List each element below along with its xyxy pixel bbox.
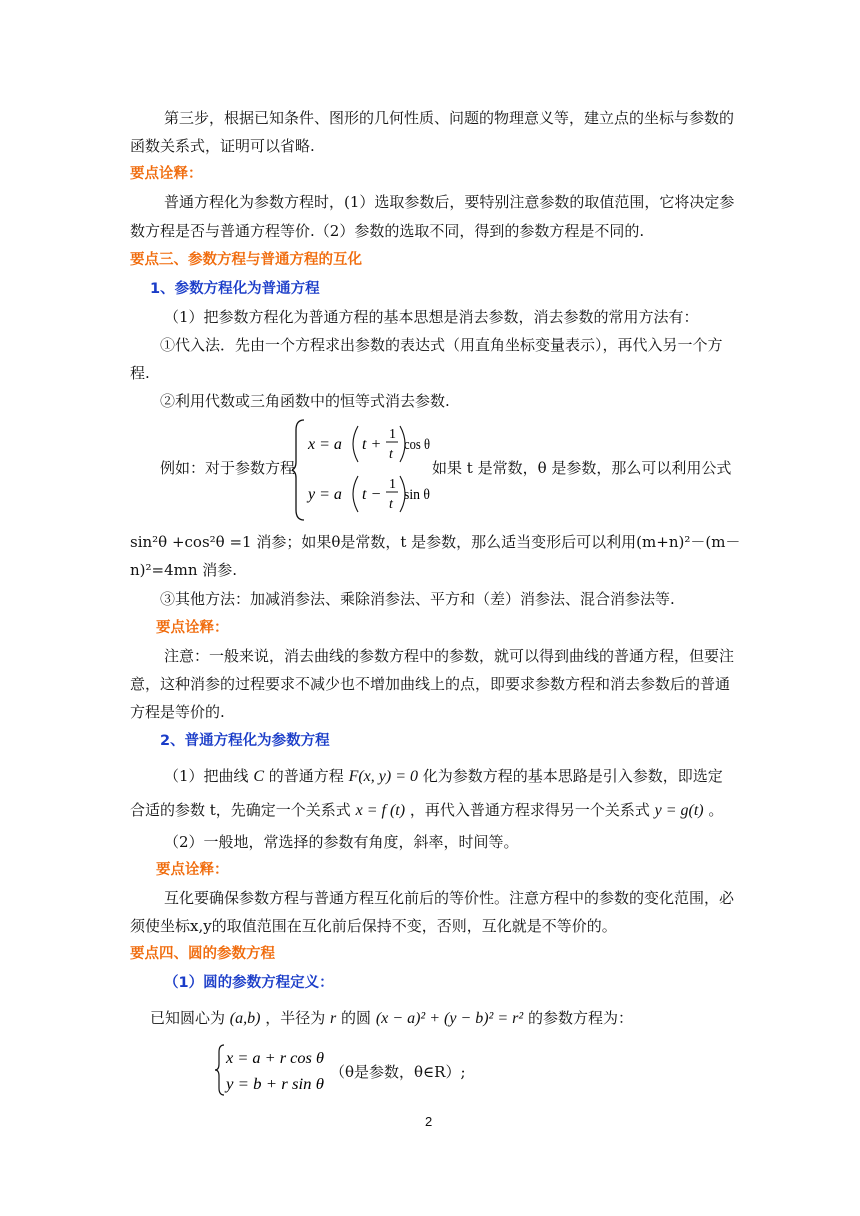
- paragraph-line: 互化要确保参数方程与普通方程互化前后的等价性。注意方程中的参数的变化范围，必: [164, 889, 735, 907]
- text-run: （1）把曲线: [164, 767, 249, 785]
- math-circle-equation: (x − a)² + (y − b)² = r²: [375, 1010, 524, 1027]
- paragraph-line: ①代入法．先由一个方程求出参数的表达式（用直角坐标变量表示），再代入另一个方: [160, 336, 723, 354]
- section-heading: 要点四、圆的参数方程: [130, 946, 275, 962]
- math-circle-center: (a,b): [229, 1010, 261, 1027]
- sin-theta: sin θ: [404, 487, 430, 503]
- paragraph-line: 意，这种消参的过程要求不减少也不增加曲线上的点，即要求参数方程和消去参数后的普通: [130, 675, 731, 693]
- fraction-numerator: 1: [389, 427, 396, 442]
- equation-y-term: t −: [362, 486, 382, 503]
- paragraph-line: 须使坐标x,y的取值范围在互化前后保持不变，否则，互化就是不等价的。: [130, 917, 617, 935]
- fraction-denominator: t: [389, 497, 393, 512]
- subsection-heading: 1、参数方程化为普通方程: [150, 281, 320, 297]
- text-run: ，再代入普通方程求得另一个关系式: [409, 801, 650, 819]
- equation-x-term: t +: [362, 436, 382, 453]
- circle-y-equation: y = b + r sin θ: [223, 1076, 325, 1093]
- paragraph-line: 普通方程化为参数方程时，(1）选取参数后，要特别注意参数的取值范围，它将决定参: [164, 193, 735, 211]
- paragraph-line: 函数关系式，证明可以省略.: [130, 137, 315, 155]
- text-run: 的参数方程为：: [527, 1009, 633, 1027]
- circle-parametric-system: [214, 1042, 328, 1100]
- text-run: 的圆: [341, 1009, 372, 1027]
- math-x-relation: x = f (t): [355, 802, 406, 819]
- paragraph-line: 第三步，根据已知条件、图形的几何性质、问题的物理意义等，建立点的坐标与参数的: [164, 109, 735, 127]
- math-y-relation: y = g(t): [654, 802, 704, 819]
- text-run: 的普通方程: [268, 767, 344, 785]
- paragraph-line: ②利用代数或三角函数中的恒等式消去参数.: [160, 392, 450, 410]
- text-run: 。: [708, 801, 724, 819]
- paragraph-line: ③其他方法：加减消参法、乘除消参法、平方和（差）消参法、混合消参法等.: [160, 590, 675, 608]
- text-run: 已知圆心为: [150, 1009, 226, 1027]
- paragraph-line: 数方程是否与普通方程等价.（2）参数的选取不同，得到的参数方程是不同的.: [130, 222, 645, 240]
- text-run: ，半径为: [265, 1009, 326, 1027]
- paragraph-line: 如果 t 是常数，θ 是参数，那么可以利用公式: [432, 459, 732, 477]
- fraction-numerator: 1: [389, 477, 396, 492]
- subsection-heading: 2、普通方程化为参数方程: [160, 733, 330, 749]
- paragraph-line: （1）把参数方程化为普通方程的基本思想是消去参数，消去参数的常用方法有：: [164, 308, 699, 326]
- paragraph-line: sin²θ +cos²θ =1 消参；如果θ是常数，t 是参数，那么适当变形后可以利用(m+n)²－(m－: [130, 533, 741, 551]
- math-radius: r: [330, 1010, 337, 1027]
- key-point-heading: 要点诠释：: [130, 166, 203, 182]
- math-curve-c: C: [253, 768, 264, 785]
- paragraph-line: 注意：一般来说，消去曲线的参数方程中的参数，就可以得到曲线的普通方程，但要注: [164, 647, 735, 665]
- fraction-denominator: t: [389, 447, 393, 462]
- subsection-heading: （1）圆的参数方程定义：: [164, 975, 334, 991]
- equation-x-lhs: x = a: [308, 436, 342, 453]
- paragraph-line: （2）一般地，常选择的参数有角度，斜率，时间等。: [164, 833, 519, 851]
- paragraph-line: 例如：对于参数方程: [160, 459, 296, 477]
- equation-y-lhs: y = a: [308, 486, 342, 503]
- parametric-system-example: [292, 416, 432, 524]
- circle-x-equation: x = a + r cos θ: [224, 1050, 325, 1067]
- paragraph-line: n)²=4mn 消参.: [130, 561, 238, 579]
- key-point-heading: 要点诠释：: [156, 862, 229, 878]
- parameter-note: （θ是参数，θ∈R）;: [330, 1063, 466, 1081]
- cos-theta: cos θ: [404, 437, 430, 453]
- math-general-equation: F(x, y) = 0: [348, 768, 419, 785]
- key-point-heading: 要点诠释：: [156, 620, 229, 636]
- text-run: 化为参数方程的基本思路是引入参数，即选定: [422, 767, 723, 785]
- section-heading: 要点三、参数方程与普通方程的互化: [130, 252, 362, 268]
- paragraph-line: [164, 766, 723, 787]
- paragraph-line: [130, 800, 723, 821]
- page-number: 2: [425, 1114, 433, 1129]
- text-run: 合适的参数 t，先确定一个关系式: [130, 801, 351, 819]
- paragraph-line: 程.: [130, 364, 150, 382]
- paragraph-line: 方程是等价的.: [130, 703, 225, 721]
- paragraph-line: [150, 1008, 633, 1029]
